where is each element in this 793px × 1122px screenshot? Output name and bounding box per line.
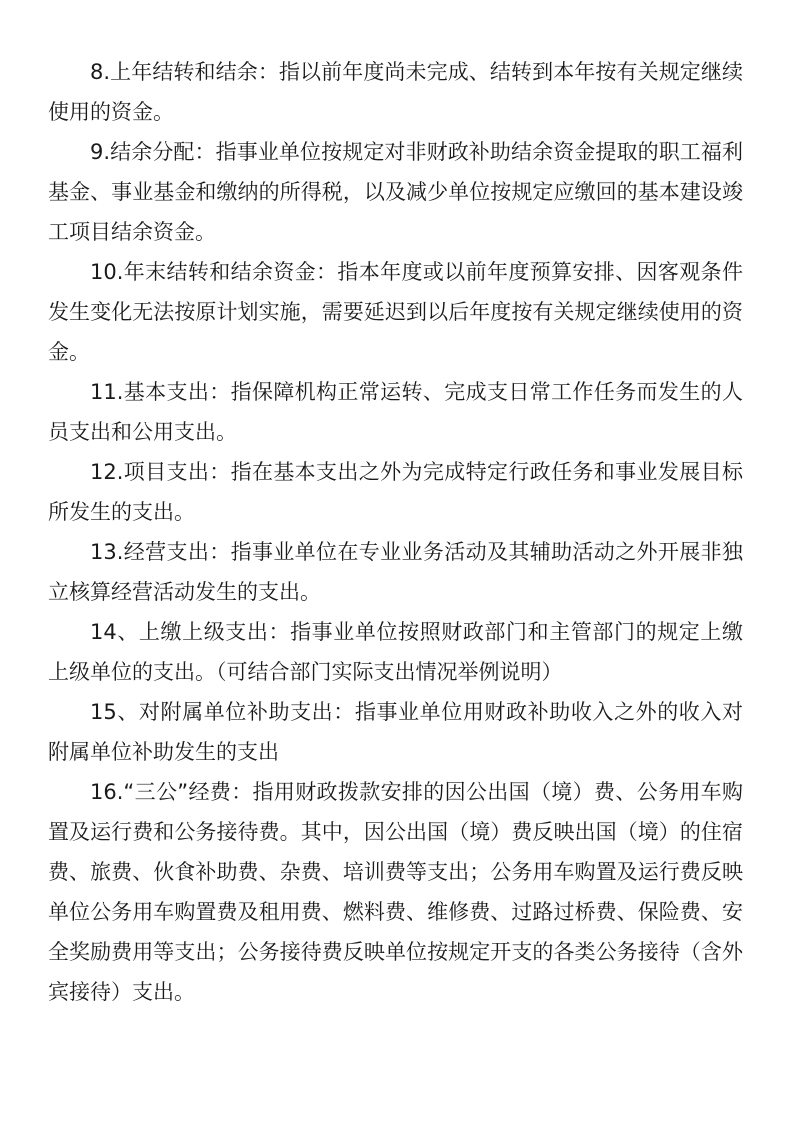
paragraph-item-8: 8.上年结转和结余：指以前年度尚未完成、结转到本年按有关规定继续使用的资金。 bbox=[48, 60, 743, 124]
paragraph-item-10: 10.年末结转和结余资金：指本年度或以前年度预算安排、因客观条件发生变化无法按原计划实施，需要延迟到以后年度按有关规定继续使用的资金。 bbox=[48, 260, 743, 364]
paragraph-item-16: 16.“三公”经费：指用财政拨款安排的因公出国（境）费、公务用车购置及运行费和公务接待费。其中，因公出国（境）费反映出国（境）的住宿费、旅费、伙食补助费、杂费、培训费等支出；公务用车购置及运行费反映单位公务用车购置费及租用费、燃料费、维修费、过路过桥费、保险费、安全奖励费用等支出；公务接待费反映单位按规定开支的各类公务接待（含外宾接待）支出。 bbox=[48, 780, 743, 1004]
paragraph-item-14: 14、上缴上级支出：指事业单位按照财政部门和主管部门的规定上缴上级单位的支出。（可结合部门实际支出情况举例说明） bbox=[48, 620, 743, 684]
paragraph-item-9: 9.结余分配：指事业单位按规定对非财政补助结余资金提取的职工福利基金、事业基金和缴纳的所得税，以及减少单位按规定应缴回的基本建设竣工项目结余资金。 bbox=[48, 140, 743, 244]
document-body bbox=[48, 52, 743, 1012]
paragraph-item-13: 13.经营支出：指事业单位在专业业务活动及其辅助活动之外开展非独立核算经营活动发生的支出。 bbox=[48, 540, 743, 604]
paragraph-item-11: 11.基本支出：指保障机构正常运转、完成支日常工作任务而发生的人员支出和公用支出。 bbox=[48, 380, 743, 444]
paragraph-item-15: 15、对附属单位补助支出：指事业单位用财政补助收入之外的收入对附属单位补助发生的支出 bbox=[48, 700, 743, 764]
paragraph-item-12: 12.项目支出：指在基本支出之外为完成特定行政任务和事业发展目标所发生的支出。 bbox=[48, 460, 743, 524]
